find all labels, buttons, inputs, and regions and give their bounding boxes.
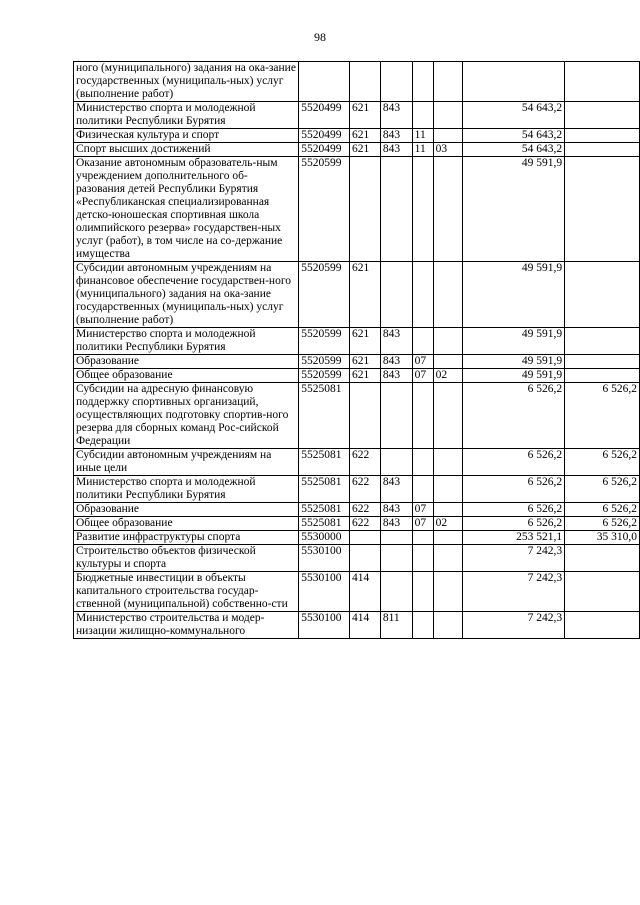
amount-cell: 7 242,3 <box>463 545 565 572</box>
table-row <box>74 355 640 369</box>
table-row <box>74 157 640 262</box>
target-code-cell: 5520499 <box>299 102 350 129</box>
target-code-cell: 5525081 <box>299 383 350 449</box>
section-cell <box>412 531 433 545</box>
department-code-cell: 843 <box>380 129 412 143</box>
table-row <box>74 545 640 572</box>
amount-cell: 54 643,2 <box>463 143 565 157</box>
department-code-cell: 843 <box>380 476 412 503</box>
amount-cell: 49 591,9 <box>463 157 565 262</box>
target-code-cell: 5520599 <box>299 369 350 383</box>
item-name-cell: Общее образование <box>74 517 299 531</box>
table-row <box>74 476 640 503</box>
table-row <box>74 262 640 328</box>
item-name-cell: Образование <box>74 355 299 369</box>
target-code-cell: 5525081 <box>299 517 350 531</box>
federal-amount-cell <box>565 369 640 383</box>
federal-amount-cell <box>565 262 640 328</box>
federal-amount-cell: 6 526,2 <box>565 517 640 531</box>
subsection-cell <box>433 129 463 143</box>
federal-amount-cell <box>565 612 640 639</box>
item-name-cell: Субсидии на адресную финансовую поддержку спортивных организаций, осуществляющих подготовку спортив-ного резерва для сборных команд Рос-сийской Федерации <box>74 383 299 449</box>
item-name-cell: Министерство спорта и молодежной политики Республики Бурятия <box>74 476 299 503</box>
subsection-cell: 02 <box>433 517 463 531</box>
expense-type-cell: 621 <box>349 143 380 157</box>
federal-amount-cell <box>565 545 640 572</box>
amount-cell: 6 526,2 <box>463 503 565 517</box>
amount-cell <box>463 62 565 102</box>
budget-table <box>73 61 640 639</box>
section-cell: 11 <box>412 129 433 143</box>
expense-type-cell: 414 <box>349 612 380 639</box>
expense-type-cell: 621 <box>349 262 380 328</box>
federal-amount-cell: 6 526,2 <box>565 476 640 503</box>
subsection-cell: 02 <box>433 369 463 383</box>
item-name-cell: Министерство строительства и модер-низации жилищно-коммунального <box>74 612 299 639</box>
subsection-cell <box>433 102 463 129</box>
department-code-cell: 843 <box>380 503 412 517</box>
target-code-cell: 5525081 <box>299 503 350 517</box>
subsection-cell <box>433 476 463 503</box>
expense-type-cell <box>349 157 380 262</box>
section-cell <box>412 476 433 503</box>
expense-type-cell: 622 <box>349 476 380 503</box>
subsection-cell <box>433 383 463 449</box>
department-code-cell: 843 <box>380 143 412 157</box>
federal-amount-cell <box>565 129 640 143</box>
table-row <box>74 129 640 143</box>
department-code-cell: 843 <box>380 517 412 531</box>
item-name-cell: Спорт высших достижений <box>74 143 299 157</box>
expense-type-cell <box>349 545 380 572</box>
section-cell <box>412 572 433 612</box>
table-row <box>74 612 640 639</box>
federal-amount-cell: 6 526,2 <box>565 383 640 449</box>
subsection-cell <box>433 157 463 262</box>
section-cell <box>412 545 433 572</box>
target-code-cell: 5520599 <box>299 355 350 369</box>
department-code-cell: 843 <box>380 102 412 129</box>
table-row <box>74 383 640 449</box>
item-name-cell: Министерство спорта и молодежной политики Республики Бурятия <box>74 102 299 129</box>
amount-cell: 253 521,1 <box>463 531 565 545</box>
section-cell <box>412 102 433 129</box>
department-code-cell <box>380 449 412 476</box>
section-cell <box>412 383 433 449</box>
federal-amount-cell <box>565 572 640 612</box>
target-code-cell: 5520499 <box>299 129 350 143</box>
table-row <box>74 369 640 383</box>
subsection-cell <box>433 355 463 369</box>
target-code-cell: 5530000 <box>299 531 350 545</box>
section-cell: 07 <box>412 517 433 531</box>
section-cell <box>412 328 433 355</box>
table-row <box>74 143 640 157</box>
department-code-cell: 811 <box>380 612 412 639</box>
target-code-cell: 5520499 <box>299 143 350 157</box>
target-code-cell: 5520599 <box>299 157 350 262</box>
federal-amount-cell: 6 526,2 <box>565 503 640 517</box>
federal-amount-cell: 6 526,2 <box>565 449 640 476</box>
department-code-cell: 843 <box>380 369 412 383</box>
amount-cell: 6 526,2 <box>463 383 565 449</box>
expense-type-cell: 621 <box>349 328 380 355</box>
federal-amount-cell <box>565 328 640 355</box>
item-name-cell: Оказание автономным образователь-ным учреждением дополнительного об-разования детей Республики Бурятия «Республиканская специализированная детско-юношеская спортивная школа олимпийского резерва» государствен-ных услуг (работ), в том числе на со-держание имущества <box>74 157 299 262</box>
table-row <box>74 102 640 129</box>
expense-type-cell: 414 <box>349 572 380 612</box>
amount-cell: 7 242,3 <box>463 612 565 639</box>
item-name-cell: Строительство объектов физической культуры и спорта <box>74 545 299 572</box>
section-cell: 11 <box>412 143 433 157</box>
federal-amount-cell: 35 310,0 <box>565 531 640 545</box>
target-code-cell: 5525081 <box>299 449 350 476</box>
subsection-cell: 03 <box>433 143 463 157</box>
target-code-cell: 5530100 <box>299 572 350 612</box>
target-code-cell: 5520599 <box>299 262 350 328</box>
department-code-cell <box>380 383 412 449</box>
subsection-cell <box>433 572 463 612</box>
expense-type-cell: 622 <box>349 517 380 531</box>
federal-amount-cell <box>565 102 640 129</box>
section-cell <box>412 157 433 262</box>
department-code-cell: 843 <box>380 328 412 355</box>
item-name-cell: Общее образование <box>74 369 299 383</box>
department-code-cell <box>380 572 412 612</box>
expense-type-cell <box>349 531 380 545</box>
target-code-cell: 5530100 <box>299 545 350 572</box>
item-name-cell: Физическая культура и спорт <box>74 129 299 143</box>
item-name-cell: Субсидии автономным учреждениям на иные цели <box>74 449 299 476</box>
federal-amount-cell <box>565 143 640 157</box>
department-code-cell <box>380 545 412 572</box>
expense-type-cell <box>349 62 380 102</box>
subsection-cell <box>433 449 463 476</box>
department-code-cell <box>380 62 412 102</box>
item-name-cell: Бюджетные инвестиции в объекты капитального строительства государ-ственной (муниципальной) собственно-сти <box>74 572 299 612</box>
expense-type-cell: 622 <box>349 503 380 517</box>
table-row <box>74 328 640 355</box>
subsection-cell <box>433 262 463 328</box>
target-code-cell: 5525081 <box>299 476 350 503</box>
subsection-cell <box>433 62 463 102</box>
item-name-cell: Образование <box>74 503 299 517</box>
expense-type-cell: 622 <box>349 449 380 476</box>
amount-cell: 6 526,2 <box>463 517 565 531</box>
target-code-cell: 5530100 <box>299 612 350 639</box>
department-code-cell <box>380 531 412 545</box>
subsection-cell <box>433 545 463 572</box>
department-code-cell: 843 <box>380 355 412 369</box>
section-cell <box>412 612 433 639</box>
table-row <box>74 572 640 612</box>
federal-amount-cell <box>565 157 640 262</box>
section-cell: 07 <box>412 369 433 383</box>
expense-type-cell: 621 <box>349 369 380 383</box>
amount-cell: 6 526,2 <box>463 449 565 476</box>
item-name-cell: Развитие инфраструктуры спорта <box>74 531 299 545</box>
subsection-cell <box>433 531 463 545</box>
table-row <box>74 449 640 476</box>
table-row <box>74 62 640 102</box>
expense-type-cell: 621 <box>349 129 380 143</box>
target-code-cell <box>299 62 350 102</box>
amount-cell: 54 643,2 <box>463 129 565 143</box>
expense-type-cell: 621 <box>349 102 380 129</box>
department-code-cell <box>380 262 412 328</box>
amount-cell: 49 591,9 <box>463 328 565 355</box>
section-cell <box>412 262 433 328</box>
amount-cell: 54 643,2 <box>463 102 565 129</box>
item-name-cell: Субсидии автономным учреждениям на финансовое обеспечение государствен-ного (муниципального) задания на ока-зание государственных (муниципаль-ных) услуг (выполнение работ) <box>74 262 299 328</box>
section-cell: 07 <box>412 355 433 369</box>
department-code-cell <box>380 157 412 262</box>
item-name-cell: ного (муниципального) задания на ока-зание государственных (муниципаль-ных) услуг (выполнение работ) <box>74 62 299 102</box>
federal-amount-cell <box>565 355 640 369</box>
table-row <box>74 503 640 517</box>
amount-cell: 49 591,9 <box>463 262 565 328</box>
table-row <box>74 517 640 531</box>
subsection-cell <box>433 328 463 355</box>
amount-cell: 49 591,9 <box>463 355 565 369</box>
page-number: 98 <box>314 30 326 44</box>
subsection-cell <box>433 503 463 517</box>
section-cell <box>412 449 433 476</box>
section-cell: 07 <box>412 503 433 517</box>
expense-type-cell: 621 <box>349 355 380 369</box>
item-name-cell: Министерство спорта и молодежной политики Республики Бурятия <box>74 328 299 355</box>
subsection-cell <box>433 612 463 639</box>
amount-cell: 49 591,9 <box>463 369 565 383</box>
amount-cell: 6 526,2 <box>463 476 565 503</box>
section-cell <box>412 62 433 102</box>
expense-type-cell <box>349 383 380 449</box>
table-row <box>74 531 640 545</box>
amount-cell: 7 242,3 <box>463 572 565 612</box>
target-code-cell: 5520599 <box>299 328 350 355</box>
federal-amount-cell <box>565 62 640 102</box>
